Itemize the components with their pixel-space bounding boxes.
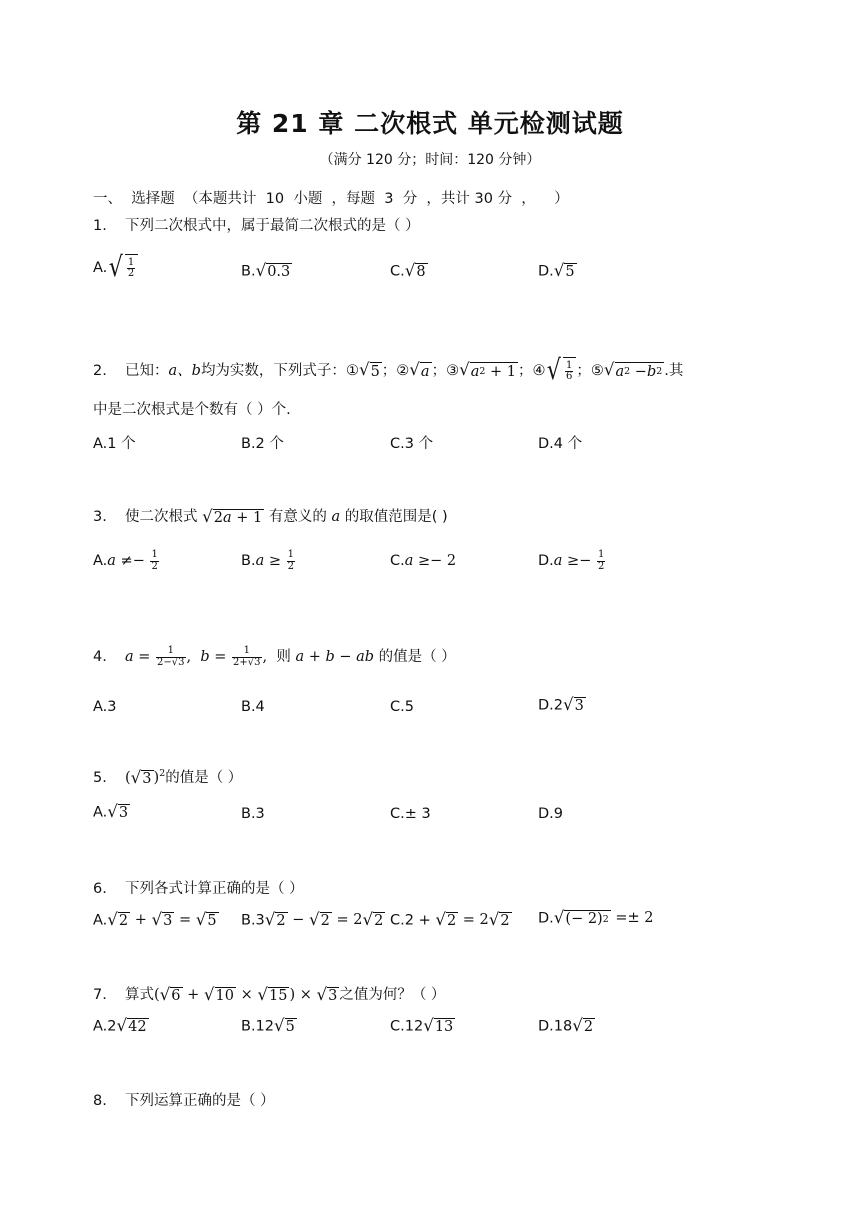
question-2: 2. 已知：a、b均为实数，下列式子：① √ 5 ；② √ a ；③ √ a 2 + 1 ；④ √ $\frac{1}{6}$ ；⑤ √ a 2 − b 2 .其 bbox=[93, 354, 684, 386]
option-a: A. √ 3 bbox=[93, 802, 129, 822]
question-stem: 下列各式计算正确的是（ ） bbox=[125, 881, 304, 897]
question-stem: 下列运算正确的是（ ） bbox=[125, 1093, 275, 1109]
option-a: A.1 个 bbox=[93, 436, 136, 452]
page-title: 第 21 章 二次根式 单元检测试题 bbox=[236, 109, 624, 138]
option-c: C.12 √ 13 bbox=[390, 1016, 454, 1036]
option-a: A.a ≠− $\frac{1}{2}$ bbox=[93, 549, 158, 572]
option-a: A. √ 2 + √ 3 = √ 5 bbox=[93, 910, 217, 930]
question-2-line-2: 中是二次根式是个数有（ ）个. bbox=[93, 402, 291, 418]
option-d: D. √ 5 bbox=[538, 261, 575, 281]
question-5: 5. ( √ 3 )$^2$的值是（ ） bbox=[93, 767, 243, 787]
option-c: C.3 个 bbox=[390, 436, 434, 452]
question-number: 4. bbox=[93, 649, 107, 665]
option-a: A. √ $\frac{1}{2}$ bbox=[93, 254, 138, 282]
option-b: B. √ 0.3 bbox=[241, 261, 291, 281]
question-8 bbox=[93, 1089, 275, 1110]
question-number: 5. bbox=[93, 770, 107, 786]
option-d: D.9 bbox=[538, 806, 563, 822]
option-c: C.a ≥− 2 bbox=[390, 553, 457, 569]
question-number: 6. bbox=[93, 881, 107, 897]
option-b: B.4 bbox=[241, 699, 265, 715]
question-number: 3. bbox=[93, 509, 107, 525]
question-7: 7. 算式( √ 6 + √ 10 × √ 15 ) × √ 3 之值为何？（ ） bbox=[93, 984, 446, 1004]
radical: √ 8 bbox=[404, 261, 426, 281]
option-c: C.5 bbox=[390, 699, 414, 715]
question-stem: 下列二次根式中，属于最简二次根式的是（ ） bbox=[125, 218, 420, 234]
option-b: B.2 个 bbox=[241, 436, 284, 452]
option-b: B.3 √ 2 − √ 2 = 2 √ 2 bbox=[241, 910, 384, 930]
option-d: D.4 个 bbox=[538, 436, 583, 452]
option-d: D.18 √ 2 bbox=[538, 1016, 594, 1036]
option-d: D.a ≥− $\frac{1}{2}$ bbox=[538, 549, 605, 572]
option-c: C. √ 8 bbox=[390, 261, 426, 281]
radical: √ 5 bbox=[553, 261, 575, 281]
question-1 bbox=[93, 214, 420, 235]
option-b: B.a ≥ $\frac{1}{2}$ bbox=[241, 549, 294, 572]
question-4: 4. a = $\frac{1}{2-√3}$ , b = $\frac{1}{2+√3}$ , 则 a + b − ab 的值是（ ） bbox=[93, 645, 456, 668]
exam-info: （满分 120 分；时间：120 分钟） bbox=[319, 152, 541, 168]
question-number: 8. bbox=[93, 1093, 107, 1109]
option-c: C.2 + √ 2 = 2 √ 2 bbox=[390, 910, 510, 930]
question-number: 7. bbox=[93, 987, 107, 1003]
radical: √ $\frac{1}{2}$ bbox=[107, 254, 138, 282]
question-3: 3. 使二次根式 √ 2 a + 1 有意义的 a 的取值范围是( ) bbox=[93, 506, 448, 526]
option-a: A.2 √ 42 bbox=[93, 1016, 147, 1036]
option-d: D. √ (− 2) 2 =± 2 bbox=[538, 908, 654, 928]
question-number: 2. bbox=[93, 362, 107, 379]
option-d: D.2 √ 3 bbox=[538, 695, 584, 715]
option-a: A.3 bbox=[93, 699, 117, 715]
question-6 bbox=[93, 877, 304, 898]
option-c: C.± 3 bbox=[390, 806, 431, 822]
section-heading: 一、 选择题 （本题共计 10 小题 ，每题 3 分 ，共计 30 分 ， ） bbox=[93, 191, 569, 207]
radical: √ 0.3 bbox=[255, 261, 291, 281]
question-number: 1. bbox=[93, 218, 107, 234]
option-b: B.12 √ 5 bbox=[241, 1016, 295, 1036]
option-b: B.3 bbox=[241, 806, 265, 822]
